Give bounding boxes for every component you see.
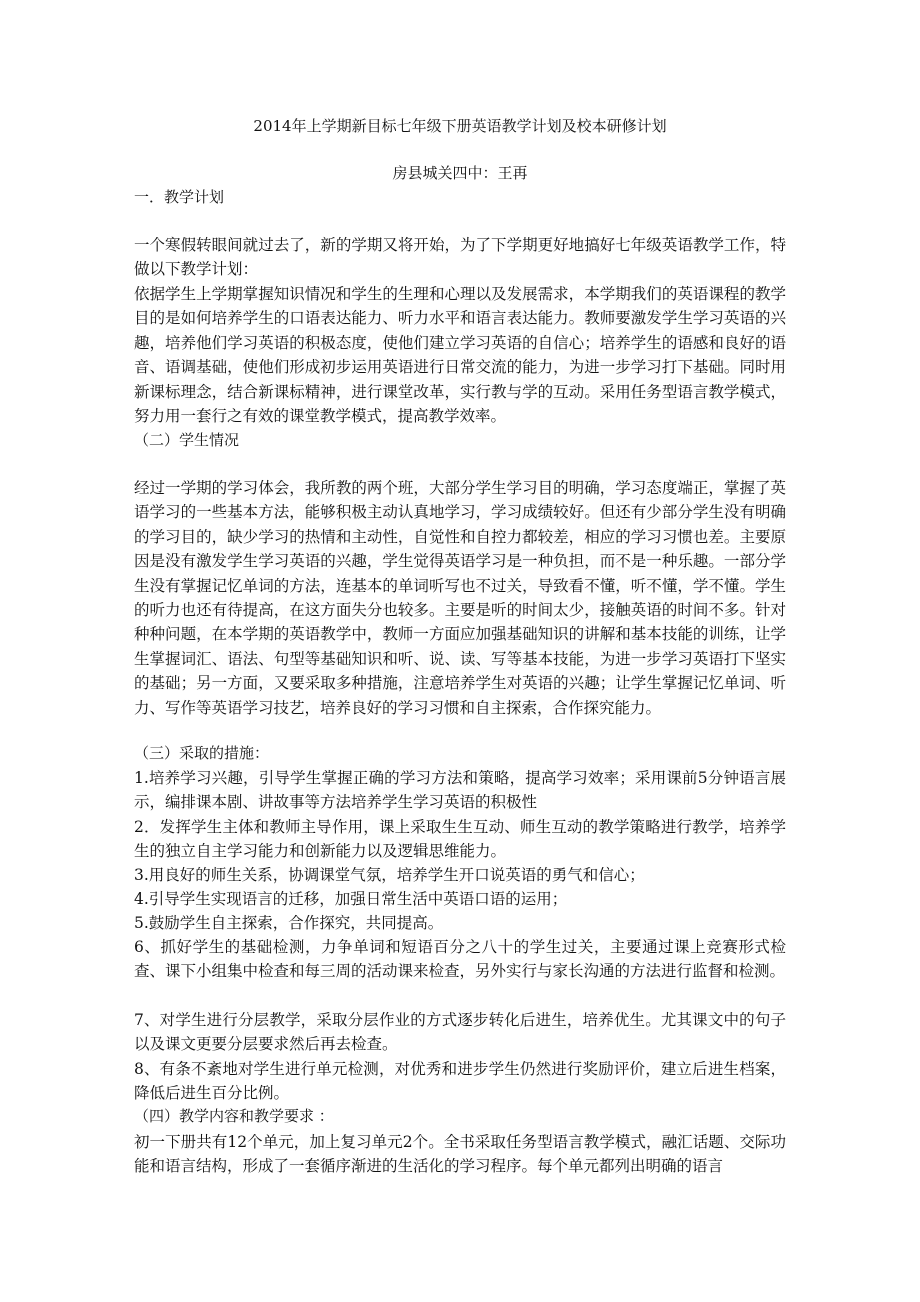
measure-item-5: 5.鼓励学生自主探索，合作探究，共同提高。	[134, 914, 444, 932]
document-author: 房县城关四中：王再	[392, 164, 528, 182]
section-heading-measures: （三）采取的措施：	[134, 744, 270, 762]
paragraph-intro: 一个寒假转眼间就过去了，新的学期又将开始，为了下学期更好地搞好七年级英语教学工作，特做以下教学计划：	[134, 236, 786, 279]
paragraph-students: 经过一学期的学习体会，我所教的两个班，大部分学生学习目的明确，学习态度端正，掌握了英语学习的一些基本方法，能够积极主动认真地学习，学习成绩较好。但还有少部分学生没有明确的学习目的，缺少学习的热情和主动性，自觉性和自控力都较差，相应的学习习惯也差。主要原因是没有激发学生学习英语的兴趣，学生觉得英语学习是一种负担，而不是一种乐趣。一部分学生没有掌握记忆单词的方法，连基本的单词听写也不过关，导致看不懂，听不懂，学不懂。学生的听力也还有待提高，在这方面失分也较多。主要是听的时间太少，接触英语的时间不多。针对种种问题，在本学期的英语教学中，教师一方面应加强基础知识的讲解和基本技能的训练，让学生掌握词汇、语法、句型等基础知识和听、说、读、写等基本技能，为进一步学习英语打下坚实的基础；另一方面，又要采取多种措施，注意培养学生对英语的兴趣；让学生掌握记忆单词、听力、写作等英语学习技艺，培养良好的学习习惯和自主探索，合作探究能力。	[134, 479, 786, 717]
measure-item-7: 7、对学生进行分层教学，采取分层作业的方式逐步转化后进生，培养优生。尤其课文中的句子以及课文更要分层要求然后再去检查。	[134, 1011, 786, 1054]
section-heading-content: （四）教学内容和教学要求 ：	[134, 1107, 334, 1125]
document-title: 2014年上学期新目标七年级下册英语教学计划及校本研修计划	[253, 117, 667, 135]
paragraph-goals: 依据学生上学期掌握知识情况和学生的生理和心理以及发展需求，本学期我们的英语课程的教学目的是如何培养学生的口语表达能力、听力水平和语言表达能力。教师要激发学生学习英语的兴趣，培养他们学习英语的积极态度，使他们建立学习英语的自信心；培养学生的语感和良好的语音、语调基础，使他们形成初步运用英语进行日常交流的能力，为进一步学习打下基础。同时用新课标理念，结合新课标精神，进行课堂改革，实行教与学的互动。采用任务型语言教学模式，努力用一套行之有效的课堂教学模式，提高教学效率。	[134, 285, 786, 426]
section-heading-teaching-plan: 一．教学计划	[134, 188, 225, 206]
measure-item-2: 2．发挥学生主体和教师主导作用，课上采取生生互动、师生互动的教学策略进行教学，培养学生的独立自主学习能力和创新能力以及逻辑思维能力。	[134, 818, 786, 861]
section-heading-student-situation: （二）学生情况	[134, 431, 240, 449]
measure-item-6: 6、抓好学生的基础检测，力争单词和短语百分之八十的学生过关，主要通过课上竞赛形式检查、课下小组集中检查和每三周的活动课来检查，另外实行与家长沟通的方法进行监督和检测。	[134, 938, 786, 981]
measure-item-8: 8、有条不紊地对学生进行单元检测，对优秀和进步学生仍然进行奖励评价，建立后进生档案，降低后进生百分比例。	[134, 1060, 786, 1103]
measure-item-1: 1.培养学习兴趣，引导学生掌握正确的学习方法和策略，提高学习效率；采用课前5分钟语言展示，编排课本剧、讲故事等方法培养学生学习英语的积极性	[134, 769, 786, 812]
paragraph-content: 初一下册共有12个单元，加上复习单元2个。全书采取任务型语言教学模式，融汇话题、交际功能和语言结构，形成了一套循序渐进的生活化的学习程序。每个单元都列出明确的语言	[134, 1133, 786, 1176]
measure-item-4: 4.引导学生实现语言的迁移，加强日常生活中英语口语的运用；	[134, 890, 568, 908]
measure-item-3: 3.用良好的师生关系，协调课堂气氛，培养学生开口说英语的勇气和信心；	[134, 866, 645, 884]
